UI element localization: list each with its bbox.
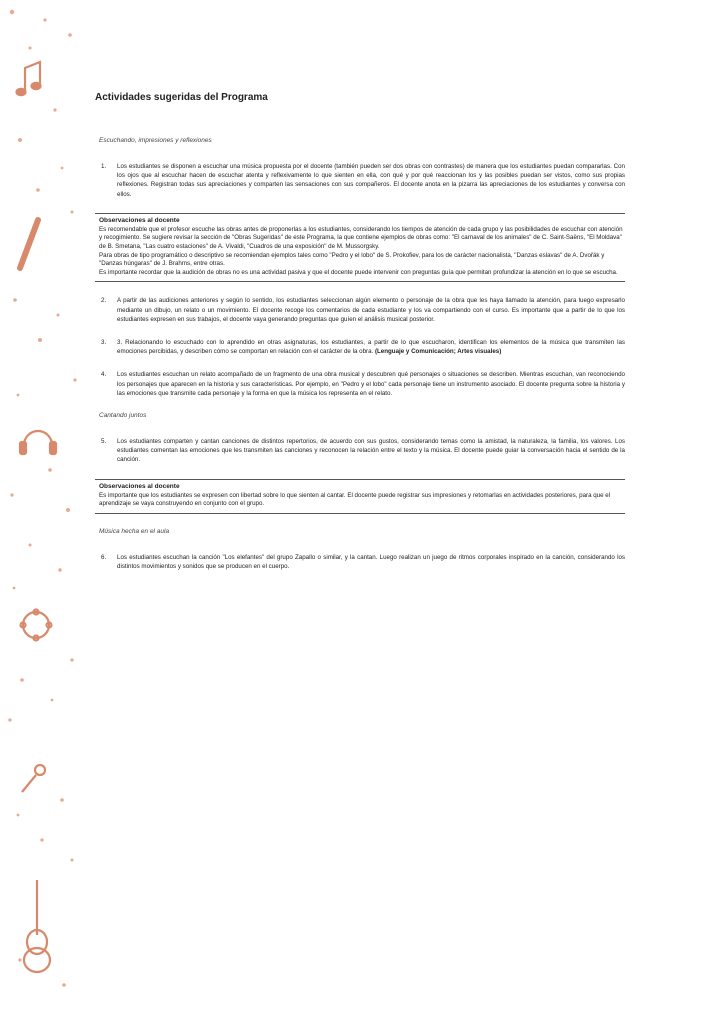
item-text-plain: 3. Relacionando lo escuchado con lo aprendido en otras asignaturas, los estudiantes, a partir de lo que escucharon, identifican los elementos de la música que transmiten las emociones percibidas, y describen cómo se comportan en relación con el carácter de la obra. xyxy=(117,338,625,356)
activity-item xyxy=(95,437,625,465)
guitar-icon xyxy=(24,880,50,972)
item-text xyxy=(117,338,625,356)
item-text: Los estudiantes se disponen a escuchar una música propuesta por el docente (también pueden ser dos obras con contrastes) de manera que los estudiantes puedan compararlas. Con los ojos que al escuchar hacen de escuchar atenta y reflexivamente lo que sienten en ella, con qué y por qué reaccionan los y las posibles puedan ser vistos, como sus propias reflexiones. Registran todas sus apreciaciones y comparten las sensaciones con sus compañeros. El docente anota en la pizarra las apreciaciones de los estudiantes y conversa con ellos. xyxy=(117,163,625,198)
decorative-music-border xyxy=(0,0,90,1020)
teacher-notes-title: Observaciones al docente xyxy=(99,216,180,224)
teacher-notes-box xyxy=(95,479,625,514)
music-note-icon xyxy=(17,62,41,95)
item-text: Los estudiantes comparten y cantan canciones de distintos repertorios, de acuerdo con sus gustos, considerando temas como la amistad, la naturaleza, la familia, los valores. Los estudiantes comentan las emociones que les transmiten las canciones y reconocen la relación entre el texto y la música. El docente puede guiar la conversación hacia el sentido de la canción. xyxy=(117,438,625,464)
section-heading: Escuchando, impresiones y reflexiones xyxy=(99,137,212,144)
item-text: Los estudiantes escuchan la canción "Los elefantes" del grupo Zapallo o similar, y la cantan. Luego realizan un juego de ritmos corporales inspirado en la canción, considerando los distintos movimientos y sonidos que se producen en el cuerpo. xyxy=(117,553,625,570)
teacher-notes-title: Observaciones al docente xyxy=(99,482,180,490)
microphone-icon xyxy=(22,765,45,792)
headphones-icon xyxy=(20,431,56,454)
item-number: 2. xyxy=(101,297,107,305)
teacher-notes-paragraph: Es importante que los estudiantes se expresen con libertad sobre lo que sienten al cantar. El docente puede registrar sus impresiones y retomarlas en actividades posteriores, para que el aprendizaje se vaya construyendo en conjunto con el grupo. xyxy=(99,491,611,508)
tambourine-icon xyxy=(21,610,52,641)
teacher-notes-paragraph: Es importante recordar que la audición de obras no es una actividad pasiva y que el docente puede intervenir con preguntas guía que permitan profundizar la atención en lo que se escucha. xyxy=(99,268,618,276)
item-number: 5. xyxy=(101,438,107,445)
activity-item xyxy=(95,553,625,571)
item-text: A partir de las audiciones anteriores y según lo sentido, los estudiantes seleccionan algún elemento o personaje de la obra que les haya llamado la atención, para luego expresarlo mediante un dibujo, un relato o un movimiento. El docente recoge los comentarios de cada estudiante y los va compartiendo con el curso. Es importante que a partir de lo que los estudiantes expresen en sus trabajos, el docente vaya generando preguntas que guíen el análisis musical posterior. xyxy=(117,297,625,323)
section-heading: Cantando juntos xyxy=(99,412,147,419)
item-number: 1. xyxy=(101,163,107,170)
teacher-notes-paragraph: Para obras de tipo programático o descriptivo se recomiendan ejemplos tales como "Pedro y el lobo" de S. Prokofiev, para los de carácter nacionalista, "Danzas eslavas" de A. Dvořák y "Danzas húngaras" de J. Brahms, entre otras. xyxy=(99,251,605,268)
activity-item xyxy=(95,370,625,398)
page-title: Actividades sugeridas del Programa xyxy=(95,92,268,103)
item-number: 3. xyxy=(101,338,107,346)
activity-item xyxy=(95,162,625,199)
item-text-bold: (Lenguaje y Comunicación; Artes visuales) xyxy=(374,348,502,356)
section-heading: Música hecha en el aula xyxy=(99,527,170,535)
recorder-flute-icon xyxy=(20,220,38,268)
item-number: 6. xyxy=(101,553,107,561)
teacher-notes-box xyxy=(95,213,625,283)
activity-item xyxy=(95,296,625,324)
item-text: Los estudiantes escuchan un relato acompañado de un fragmento de una obra musical y descubren qué personajes o situaciones se describen. Mientras escuchan, van reconociendo los personajes que aparecen en la historia y sus características. Por ejemplo, en "Pedro y el lobo" cada personaje tiene un instrumento asociado. El docente pregunta sobre la historia y las emociones que transmite cada personaje y la forma en que la música los representa en el relato. xyxy=(117,371,625,397)
item-number: 4. xyxy=(101,371,107,379)
activity-item xyxy=(95,338,625,356)
teacher-notes-paragraph: Es recomendable que el profesor escuche las obras antes de proponerlas a los estudiantes, considerando los tiempos de atención de cada grupo y las posibilidades de escuchar con atención y recogimiento. Se sugiere revisar la sección de "Obras Sugeridas" de este Programa, la que contiene ejemplos de obras como: "El carnaval de los animales" de C. Saint-Saëns, "El Moldava" de B. Smetana, "Las cuatro estaciones" de A. Vivaldi, "Cuadros de una exposición" de M. Mussorgsky. xyxy=(99,225,623,250)
document-page xyxy=(95,92,625,585)
